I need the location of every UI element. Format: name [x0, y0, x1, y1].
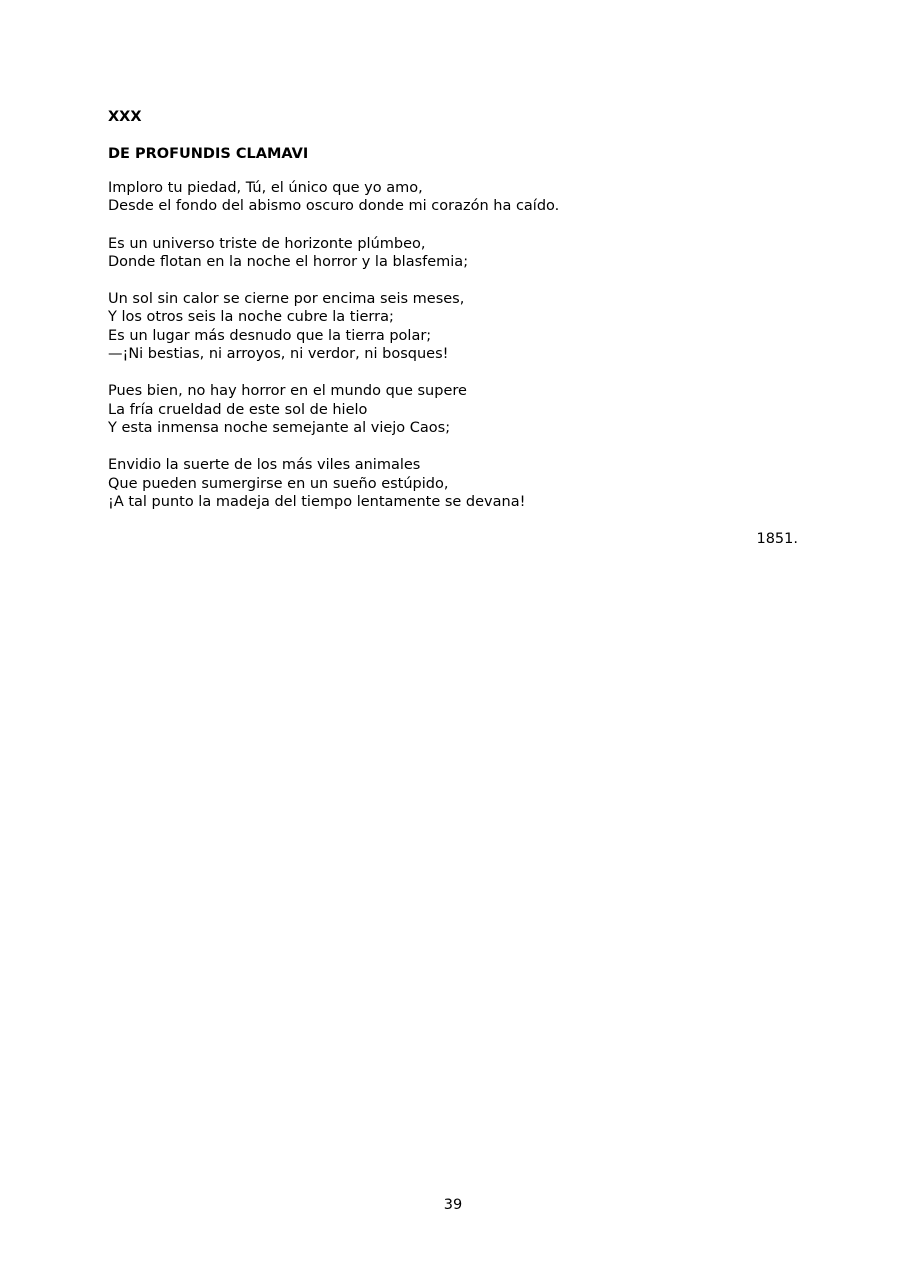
poem-line: Y esta inmensa noche semejante al viejo Caos;	[108, 419, 451, 436]
section-number: XXX	[108, 109, 142, 125]
poem-line: Que pueden sumergirse en un sueño estúpido,	[108, 475, 449, 492]
poem-line: —¡Ni bestias, ni arroyos, ni verdor, ni bosques!	[108, 346, 449, 363]
stanza-4	[108, 382, 798, 437]
poem-date: 1851.	[756, 531, 798, 548]
poem-line: Desde el fondo del abismo oscuro donde mi corazón ha caído.	[108, 198, 560, 215]
stanza-3	[108, 290, 798, 363]
stanza-2	[108, 235, 798, 272]
poem-line: Y los otros seis la noche cubre la tierra;	[108, 309, 394, 326]
poem-line: Imploro tu piedad, Tú, el único que yo amo,	[108, 180, 423, 196]
poem-line: Donde flotan en la noche el horror y la blasfemia;	[108, 253, 469, 270]
poem-line: ¡A tal punto la madeja del tiempo lentamente se devana!	[108, 493, 526, 510]
page-content	[108, 108, 798, 548]
stanza-5	[108, 456, 798, 511]
poem-line: Es un lugar más desnudo que la tierra polar;	[108, 327, 432, 344]
poem-line: Es un universo triste de horizonte plúmbeo,	[108, 235, 426, 252]
stanza-1	[108, 179, 798, 216]
poem-line: La fría crueldad de este sol de hielo	[108, 401, 368, 418]
poem-line: Un sol sin calor se cierne por encima seis meses,	[108, 291, 465, 308]
page-number: 39	[443, 1197, 463, 1213]
poem-line: Envidio la suerte de los más viles animales	[108, 457, 421, 474]
poem-title: DE PROFUNDIS CLAMAVI	[108, 146, 309, 162]
poem-line: Pues bien, no hay horror en el mundo que supere	[108, 383, 467, 400]
